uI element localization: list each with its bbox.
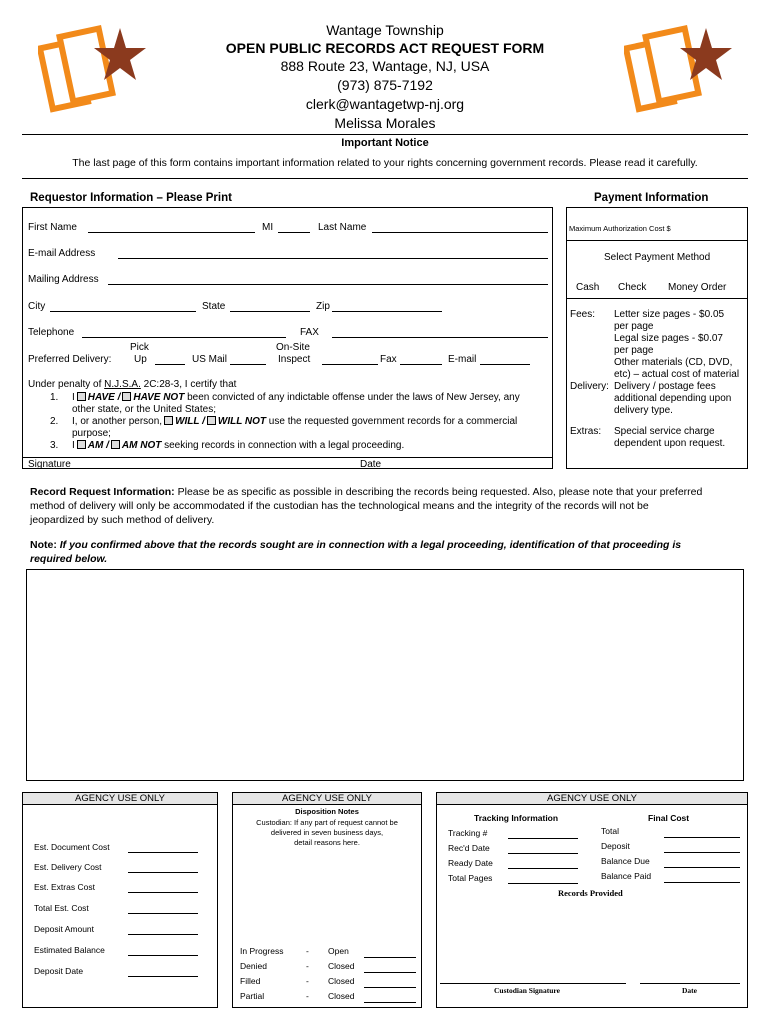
agency1-row-field[interactable] — [128, 872, 198, 873]
township-phone: (973) 875-7192 — [337, 77, 433, 93]
delivery-text: Delivery / postage fees additional depending upon delivery type. — [614, 381, 732, 416]
status-left: Partial — [240, 991, 265, 1001]
us-mail-label: US Mail — [192, 354, 228, 365]
tracking-row-field[interactable] — [508, 883, 578, 884]
status-dash: - — [306, 946, 309, 956]
final-cost-row-field[interactable] — [664, 867, 740, 868]
pickup-label-1: Pick — [130, 342, 149, 353]
final-cost-row-field[interactable] — [664, 852, 740, 853]
tracking-row-field[interactable] — [508, 838, 578, 839]
custodian-signature-field[interactable] — [440, 983, 626, 984]
tracking-row-label: Total Pages — [448, 873, 493, 883]
onsite-label-1: On-Site — [276, 342, 310, 353]
fax-label: FAX — [300, 327, 319, 338]
agency1-row-field[interactable] — [128, 913, 198, 914]
state-field[interactable] — [230, 311, 310, 312]
mailing-address-label: Mailing Address — [28, 274, 99, 285]
onsite-label-2: Inspect — [278, 354, 311, 365]
extras-text: Special service charge dependent upon request. — [614, 426, 726, 449]
status-dash: - — [306, 961, 309, 971]
agency1-row-label: Estimated Balance — [34, 945, 105, 955]
custodian-signature-label: Custodian Signature — [494, 986, 560, 995]
final-cost-row-label: Balance Due — [601, 856, 650, 866]
city-label: City — [28, 301, 46, 312]
agency-box-3 — [436, 792, 748, 1008]
select-method-label: Select Payment Method — [604, 252, 711, 263]
will-checkbox[interactable] — [164, 416, 173, 425]
zip-field[interactable] — [332, 311, 442, 312]
agency1-row-label: Total Est. Cost — [34, 903, 89, 913]
last-name-label: Last Name — [318, 222, 367, 233]
record-request-textarea[interactable] — [26, 569, 744, 781]
status-left: Denied — [240, 961, 267, 971]
status-field[interactable] — [364, 972, 416, 973]
requestor-title: Requestor Information – Please Print — [30, 192, 232, 204]
agency1-row-field[interactable] — [128, 852, 198, 853]
status-dash: - — [306, 976, 309, 986]
fax-option-label: Fax — [380, 354, 397, 365]
item3-number: 3. — [50, 440, 59, 451]
fax-option-field[interactable] — [400, 364, 442, 365]
fax-field[interactable] — [332, 337, 548, 338]
mi-field[interactable] — [278, 232, 310, 233]
pickup-label-2: Up — [134, 354, 147, 365]
am-checkbox[interactable] — [77, 440, 86, 449]
item2-number: 2. — [50, 416, 59, 427]
agency1-row-label: Deposit Date — [34, 966, 84, 976]
delivery-label: Delivery: — [570, 381, 609, 392]
item1-number: 1. — [50, 392, 59, 403]
last-name-field[interactable] — [372, 232, 548, 233]
notice-text: The last page of this form contains important information related to your rights concerning government records. Please read it carefully. — [72, 157, 698, 169]
legal-note: Note: If you confirmed above that the records sought are in connection with a legal proceeding, identification of that proceeding is required below. — [30, 539, 682, 565]
fees-list: Letter size pages - $0.05 per page Legal size pages - $0.07 per page Other materials (CD, DVD, etc) – actual cost of material — [614, 309, 740, 380]
zip-label: Zip — [316, 301, 330, 312]
agency1-row-field[interactable] — [128, 976, 198, 977]
first-name-field[interactable] — [88, 232, 255, 233]
agency1-row-label: Est. Extras Cost — [34, 882, 95, 892]
city-field[interactable] — [50, 311, 196, 312]
certify-item-3: I AM / AM NOT seeking records in connection with a legal proceeding. — [72, 440, 405, 451]
agency1-title: AGENCY USE ONLY — [23, 793, 217, 805]
email-option-field[interactable] — [480, 364, 530, 365]
signature-label: Signature — [28, 459, 71, 470]
status-right: Open — [328, 946, 349, 956]
agency1-row-label: Est. Document Cost — [34, 842, 110, 852]
clerk-name: Melissa Morales — [334, 115, 436, 131]
final-cost-row-label: Balance Paid — [601, 871, 652, 881]
mi-label: MI — [262, 222, 274, 233]
us-mail-field[interactable] — [230, 364, 266, 365]
form-title: OPEN PUBLIC RECORDS ACT REQUEST FORM — [225, 40, 545, 56]
certify-item-1: I HAVE / HAVE NOT been convicted of any indictable offense under the laws of New Jersey, any — [72, 392, 520, 403]
state-label: State — [202, 301, 226, 312]
tracking-row-label: Tracking # — [448, 828, 488, 838]
custodian-date-field[interactable] — [640, 983, 740, 984]
status-field[interactable] — [364, 987, 416, 988]
status-field[interactable] — [364, 1002, 416, 1003]
mailing-address-field[interactable] — [108, 284, 548, 285]
agency2-title: AGENCY USE ONLY — [233, 793, 421, 805]
agency3-title: AGENCY USE ONLY — [437, 793, 747, 805]
township-name: Wantage Township — [326, 22, 444, 38]
status-dash: - — [306, 991, 309, 1001]
agency1-row-label: Deposit Amount — [34, 924, 95, 934]
email-option-label: E-mail — [448, 354, 477, 365]
tracking-row-label: Ready Date — [448, 858, 493, 868]
date-label: Date — [360, 459, 382, 470]
check-option[interactable]: Check — [618, 282, 647, 293]
final-cost-row-field[interactable] — [664, 882, 740, 883]
pickup-field[interactable] — [155, 364, 185, 365]
disposition-text: Custodian: If any part of request cannot be delivered in seven business days, detail reasons here. — [256, 818, 398, 847]
final-cost-row-field[interactable] — [664, 837, 740, 838]
final-cost-title: Final Cost — [648, 813, 690, 823]
notice-title: Important Notice — [341, 137, 429, 149]
agency1-row-field[interactable] — [128, 934, 198, 935]
certify-item-2: I, or another person, WILL / WILL NOT use the requested government records for a commercial — [72, 416, 518, 427]
disposition-title: Disposition Notes — [295, 807, 359, 816]
certify-item-2-line2: purpose; — [72, 428, 111, 439]
township-email: clerk@wantagetwp-nj.org — [305, 96, 465, 112]
tracking-row-field[interactable] — [508, 853, 578, 854]
telephone-label: Telephone — [28, 327, 75, 338]
agency1-row-field[interactable] — [128, 955, 198, 956]
status-left: In Progress — [240, 946, 284, 956]
final-cost-row-label: Deposit — [601, 841, 630, 851]
will-not-checkbox[interactable] — [207, 416, 216, 425]
record-request-info: Record Request Information: Please be as specific as possible in describing the records being requested. Also, please note that your preferred method of delivery will only be accommodated if the custodian has the technological means and the integrity of the records will not be jeopardized by such method of delivery. — [30, 486, 703, 526]
final-cost-row-label: Total — [601, 826, 619, 836]
preferred-delivery-label: Preferred Delivery: — [28, 354, 112, 365]
certify-item-1-line2: other state, or the United States; — [72, 404, 216, 415]
am-not-checkbox[interactable] — [111, 440, 120, 449]
have-not-checkbox[interactable] — [122, 392, 131, 401]
email-label: E-mail Address — [28, 248, 96, 259]
tracking-title: Tracking Information — [474, 813, 559, 823]
status-right: Closed — [328, 961, 355, 971]
township-address: 888 Route 23, Wantage, NJ, USA — [280, 58, 490, 74]
status-right: Closed — [328, 991, 355, 1001]
agency1-row-field[interactable] — [128, 892, 198, 893]
money-order-option[interactable]: Money Order — [668, 282, 727, 293]
cash-option[interactable]: Cash — [576, 282, 600, 293]
first-name-label: First Name — [28, 222, 77, 233]
email-field[interactable] — [118, 258, 548, 259]
fees-label: Fees: — [570, 309, 596, 320]
custodian-date-label: Date — [682, 986, 697, 995]
agency1-row-label: Est. Delivery Cost — [34, 862, 102, 872]
max-auth-label: Maximum Authorization Cost $ — [569, 224, 671, 233]
telephone-field[interactable] — [82, 337, 286, 338]
have-checkbox[interactable] — [77, 392, 86, 401]
tracking-row-field[interactable] — [508, 868, 578, 869]
tracking-row-label: Rec'd Date — [448, 843, 490, 853]
certify-intro: Under penalty of N.J.S.A. 2C:28-3, I certify that — [28, 379, 237, 390]
records-provided-label: Records Provided — [558, 888, 623, 898]
status-right: Closed — [328, 976, 355, 986]
status-field[interactable] — [364, 957, 416, 958]
status-left: Filled — [240, 976, 261, 986]
payment-title: Payment Information — [594, 192, 709, 204]
extras-label: Extras: — [570, 426, 602, 437]
onsite-field[interactable] — [322, 364, 378, 365]
